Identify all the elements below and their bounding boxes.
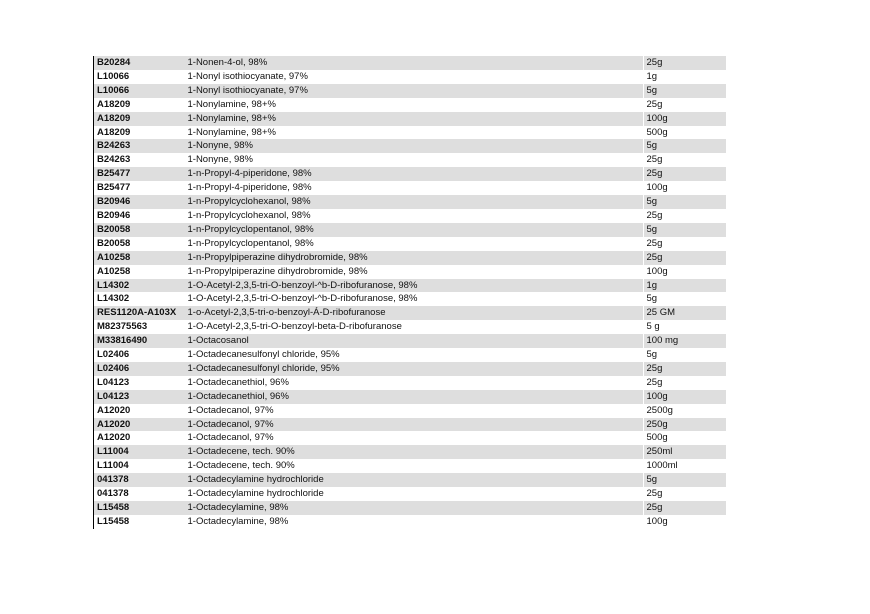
table-row — [94, 98, 726, 112]
catalog-number-cell: B24263 — [94, 139, 185, 153]
pack-size-cell: 250ml — [644, 445, 726, 459]
pack-size-cell: 1g — [644, 279, 726, 293]
catalog-number-cell: B25477 — [94, 181, 185, 195]
product-name-cell: 1-Nonylamine, 98+% — [187, 126, 276, 138]
table-row — [94, 390, 726, 404]
pack-size-cell: 100 mg — [644, 334, 726, 348]
pack-size-cell: 5g — [644, 139, 726, 153]
table-row — [94, 126, 726, 140]
table-row — [94, 376, 726, 390]
pack-size-cell: 25g — [644, 362, 726, 376]
catalog-number-cell: A12020 — [94, 404, 185, 418]
table-row — [94, 404, 726, 418]
table-row — [94, 487, 726, 501]
product-name-cell: 1-n-Propyl-4-piperidone, 98% — [187, 182, 312, 194]
catalog-number-cell: A12020 — [94, 431, 185, 445]
pack-size-cell: 1000ml — [646, 460, 678, 472]
catalog-number-cell: A10258 — [94, 251, 185, 265]
table-row — [94, 292, 726, 306]
table-row — [94, 195, 726, 209]
product-name-cell: 1-Octadecene, tech. 90% — [185, 445, 644, 459]
pack-size-cell: 25g — [646, 376, 663, 388]
table-row — [94, 473, 726, 487]
table-row — [94, 209, 726, 223]
product-name-cell: 1-Nonyl isothiocyanate, 97% — [185, 84, 644, 98]
product-name-cell: 1-Nonyl isothiocyanate, 97% — [187, 70, 308, 82]
table-row — [94, 70, 726, 84]
table-row — [94, 445, 726, 459]
catalog-number-cell: L11004 — [94, 445, 185, 459]
pack-size-cell: 100g — [644, 112, 726, 126]
table-row — [94, 181, 726, 195]
product-name-cell: 1-Octadecanol, 97% — [185, 418, 644, 432]
pack-size-cell: 25g — [644, 501, 726, 515]
catalog-number-cell: L15458 — [94, 501, 185, 515]
catalog-number-cell: L10066 — [94, 84, 185, 98]
catalog-number-cell: B20058 — [94, 237, 185, 251]
pack-size-cell: 250g — [644, 418, 726, 432]
pack-size-cell: 25g — [646, 209, 663, 221]
table-row — [94, 320, 726, 334]
product-name-cell: 1-n-Propylpiperazine dihydrobromide, 98% — [187, 265, 368, 277]
table-row — [94, 153, 726, 167]
product-name-cell: 1-O-Acetyl-2,3,5-tri-O-benzoyl-^b-D-ribofuranose, 98% — [187, 293, 418, 305]
pack-size-cell: 5g — [644, 473, 726, 487]
product-name-cell: 1-Nonylamine, 98+% — [185, 112, 644, 126]
catalog-number-cell: L04123 — [94, 376, 185, 390]
product-name-cell: 1-n-Propyl-4-piperidone, 98% — [185, 167, 644, 181]
pack-size-cell: 5g — [644, 84, 726, 98]
pack-size-cell: 25g — [646, 154, 663, 166]
product-name-cell: 1-Octadecanesulfonyl chloride, 95% — [185, 362, 644, 376]
pack-size-cell: 5g — [646, 293, 658, 305]
product-name-cell: 1-n-Propylcyclopentanol, 98% — [185, 223, 644, 237]
catalog-number-cell: 041378 — [94, 473, 185, 487]
table-row — [94, 56, 726, 70]
pack-size-cell: 500g — [646, 432, 668, 444]
pack-size-cell: 100g — [646, 182, 668, 194]
catalog-number-cell: L02406 — [94, 348, 185, 362]
product-name-cell: 1-Nonyne, 98% — [187, 154, 253, 166]
pack-size-cell: 500g — [646, 126, 668, 138]
catalog-number-cell: L14302 — [94, 292, 185, 306]
pack-size-cell: 25g — [644, 56, 726, 70]
product-name-cell: 1-Octadecanesulfonyl chloride, 95% — [187, 349, 340, 361]
product-name-cell: 1-Nonyne, 98% — [185, 139, 644, 153]
catalog-number-cell: L14302 — [94, 279, 185, 293]
catalog-number-cell: A18209 — [94, 98, 185, 112]
pack-size-cell: 25g — [644, 251, 726, 265]
table-row — [94, 501, 726, 515]
pack-size-cell: 5g — [644, 223, 726, 237]
table-row — [94, 237, 726, 251]
catalog-number-cell: A18209 — [94, 126, 185, 140]
catalog-number-cell: L04123 — [94, 390, 185, 404]
table-row — [94, 265, 726, 279]
table-row — [94, 362, 726, 376]
product-name-cell: 1-Octadecanethiol, 96% — [187, 376, 289, 388]
table-row — [94, 223, 726, 237]
product-name-cell: 1-o-Acetyl-2,3,5-tri-o-benzoyl-Á-D-ribofuranose — [185, 306, 644, 320]
pack-size-cell: 25 GM — [644, 306, 726, 320]
pack-size-cell: 5g — [644, 195, 726, 209]
product-name-cell: 1-n-Propylcyclohexanol, 98% — [187, 209, 311, 221]
catalog-number-cell: M33816490 — [94, 334, 185, 348]
catalog-number-cell: RES1120A-A103X — [94, 306, 185, 320]
pack-size-cell: 1g — [646, 70, 658, 82]
catalog-number-cell: L02406 — [94, 362, 185, 376]
product-name-cell: 1-O-Acetyl-2,3,5-tri-O-benzoyl-beta-D-ribofuranose — [187, 321, 402, 333]
pack-size-cell: 25g — [646, 237, 663, 249]
table-row — [94, 306, 726, 320]
catalog-number-cell: B20946 — [94, 195, 185, 209]
product-name-cell: 1-Nonylamine, 98+% — [187, 98, 276, 110]
table-row — [94, 459, 726, 473]
product-table-body — [94, 56, 726, 529]
pack-size-cell: 100g — [646, 515, 668, 527]
catalog-number-cell: A10258 — [94, 265, 185, 279]
table-row — [94, 431, 726, 445]
product-name-cell: 1-Octadecylamine hydrochloride — [187, 488, 324, 500]
catalog-number-cell: B25477 — [94, 167, 185, 181]
catalog-number-cell: A12020 — [94, 418, 185, 432]
product-name-cell: 1-Octadecanethiol, 96% — [185, 390, 644, 404]
product-name-cell: 1-n-Propylcyclohexanol, 98% — [185, 195, 644, 209]
product-name-cell: 1-n-Propylcyclopentanol, 98% — [187, 237, 314, 249]
product-name-cell: 1-Octadecanol, 97% — [187, 432, 274, 444]
table-row — [94, 279, 726, 293]
pack-size-cell: 2500g — [646, 404, 673, 416]
product-name-cell: 1-O-Acetyl-2,3,5-tri-O-benzoyl-^b-D-ribofuranose, 98% — [185, 279, 644, 293]
product-name-cell: 1-Nonen-4-ol, 98% — [185, 56, 644, 70]
pack-size-cell: 25g — [644, 167, 726, 181]
catalog-number-cell: L10066 — [94, 70, 185, 84]
catalog-number-cell: L15458 — [94, 515, 185, 529]
catalog-number-cell: 041378 — [94, 487, 185, 501]
product-name-cell: 1-Octadecylamine hydrochloride — [185, 473, 644, 487]
table-row — [94, 167, 726, 181]
table-row — [94, 139, 726, 153]
table-row — [94, 334, 726, 348]
pack-size-cell: 25g — [646, 488, 663, 500]
catalog-number-cell: B20946 — [94, 209, 185, 223]
table-row — [94, 515, 726, 529]
product-name-cell: 1-Octadecylamine, 98% — [187, 515, 289, 527]
pack-size-cell: 100g — [646, 265, 668, 277]
table-row — [94, 112, 726, 126]
table-row — [94, 418, 726, 432]
pack-size-cell: 100g — [644, 390, 726, 404]
table-row — [94, 348, 726, 362]
pack-size-cell: 25g — [646, 98, 663, 110]
product-name-cell: 1-Octadecylamine, 98% — [185, 501, 644, 515]
table-row — [94, 84, 726, 98]
product-name-cell: 1-Octadecanol, 97% — [187, 404, 274, 416]
product-name-cell: 1-n-Propylpiperazine dihydrobromide, 98% — [185, 251, 644, 265]
product-table — [93, 56, 726, 529]
catalog-number-cell: A18209 — [94, 112, 185, 126]
product-name-cell: 1-Octadecene, tech. 90% — [187, 460, 295, 472]
catalog-number-cell: B20284 — [94, 56, 185, 70]
product-name-cell: 1-Octacosanol — [185, 334, 644, 348]
catalog-number-cell: L11004 — [94, 459, 185, 473]
catalog-number-cell: M82375563 — [94, 320, 185, 334]
catalog-number-cell: B20058 — [94, 223, 185, 237]
catalog-number-cell: B24263 — [94, 153, 185, 167]
table-row — [94, 251, 726, 265]
pack-size-cell: 5 g — [646, 321, 660, 333]
pack-size-cell: 5g — [646, 349, 658, 361]
